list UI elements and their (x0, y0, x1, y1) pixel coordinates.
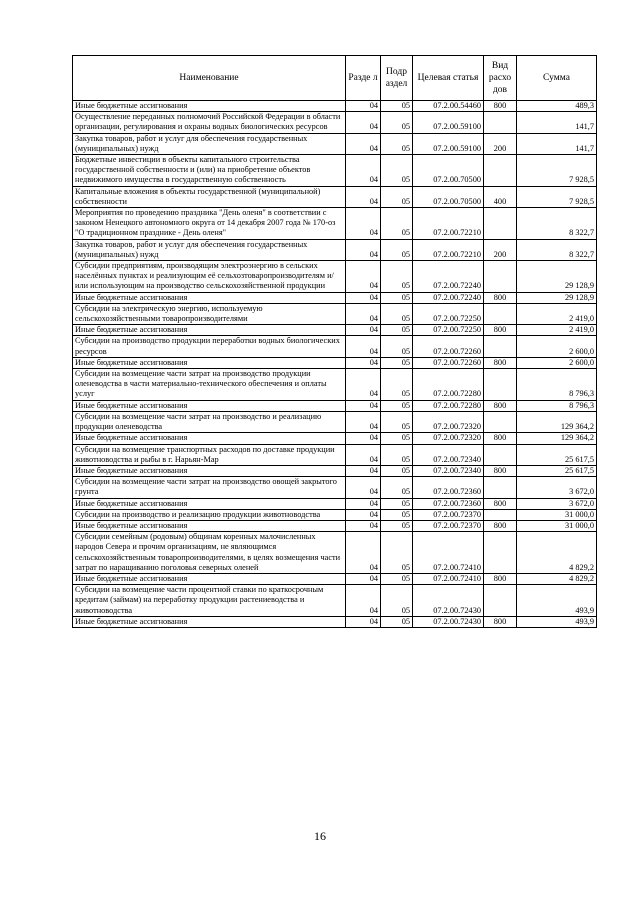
cell-name: Субсидии на возмещение части затрат на производство овощей закрытого грунта (73, 477, 346, 498)
cell-name: Субсидии на возмещение части процентной ставки по краткосрочным кредитам (займам) на переработку продукции растениеводства и животноводства (73, 585, 346, 617)
cell-sum: 25 617,5 (517, 444, 597, 465)
table-row (73, 400, 597, 411)
header-article: Целевая статья (413, 56, 484, 101)
cell-name: Иные бюджетные ассигнования (73, 325, 346, 336)
cell-expense-type: 800 (484, 292, 517, 303)
cell-subsection: 05 (381, 112, 413, 133)
cell-article: 07.2.00.72410 (413, 532, 484, 574)
cell-section: 04 (346, 520, 381, 531)
cell-name: Мероприятия по проведению праздника "День оленя" в соответствии с законом Ненецкого автономного округа от 14 декабря 2007 года № 170-оз "О традиционном празднике - День оленя" (73, 208, 346, 240)
cell-sum: 2 600,0 (517, 357, 597, 368)
cell-name: Субсидии на электрическую энергию, используемую сельскохозяйственными товаропроизводителями (73, 303, 346, 324)
cell-article: 07.2.00.72430 (413, 585, 484, 617)
cell-expense-type (484, 532, 517, 574)
cell-section: 04 (346, 433, 381, 444)
table-row (73, 325, 597, 336)
cell-article: 07.2.00.59100 (413, 133, 484, 154)
cell-subsection: 05 (381, 532, 413, 574)
cell-article: 07.2.00.72320 (413, 411, 484, 432)
cell-sum: 3 672,0 (517, 477, 597, 498)
cell-article: 07.2.00.72250 (413, 325, 484, 336)
cell-sum: 25 617,5 (517, 465, 597, 476)
cell-article: 07.2.00.70500 (413, 155, 484, 187)
cell-name: Субсидии на производство и реализацию продукции животноводства (73, 509, 346, 520)
cell-section: 04 (346, 292, 381, 303)
cell-sum: 8 322,7 (517, 208, 597, 240)
cell-subsection: 05 (381, 465, 413, 476)
cell-sum: 8 796,3 (517, 400, 597, 411)
cell-expense-type: 200 (484, 239, 517, 260)
cell-section: 04 (346, 303, 381, 324)
cell-section: 04 (346, 477, 381, 498)
cell-sum: 4 829,2 (517, 573, 597, 584)
cell-name: Субсидии на возмещение транспортных расходов по доставке продукции животноводства и рыбы в г. Нарьян-Мар (73, 444, 346, 465)
cell-expense-type: 800 (484, 520, 517, 531)
cell-sum: 8 796,3 (517, 369, 597, 401)
table-body (73, 101, 597, 628)
cell-expense-type: 800 (484, 400, 517, 411)
cell-name: Иные бюджетные ассигнования (73, 616, 346, 627)
cell-section: 04 (346, 101, 381, 112)
cell-section: 04 (346, 336, 381, 357)
cell-section: 04 (346, 325, 381, 336)
table-row (73, 101, 597, 112)
cell-name: Бюджетные инвестиции в объекты капитального строительства государственной собственности и (или) на приобретение объектов недвижимого имущества в государственную собственность (73, 155, 346, 187)
cell-subsection: 05 (381, 357, 413, 368)
cell-subsection: 05 (381, 155, 413, 187)
cell-name: Субсидии на возмещение части затрат на производство продукции оленеводства в части материально-технического обеспечения и оплаты услуг (73, 369, 346, 401)
cell-article: 07.2.00.72370 (413, 520, 484, 531)
cell-subsection: 05 (381, 477, 413, 498)
cell-subsection: 05 (381, 369, 413, 401)
cell-sum: 141,7 (517, 112, 597, 133)
table-row (73, 357, 597, 368)
cell-name: Капитальные вложения в объекты государственной (муниципальной) собственности (73, 186, 346, 207)
table-row (73, 261, 597, 293)
cell-name: Осуществление переданных полномочий Российской Федерации в области организации, регулирования и охраны водных биологических ресурсов (73, 112, 346, 133)
table-row (73, 239, 597, 260)
header-sum: Сумма (517, 56, 597, 101)
cell-name: Иные бюджетные ассигнования (73, 433, 346, 444)
cell-subsection: 05 (381, 336, 413, 357)
table-row (73, 112, 597, 133)
table-row (73, 465, 597, 476)
cell-section: 04 (346, 357, 381, 368)
table-row (73, 155, 597, 187)
table-row (73, 208, 597, 240)
cell-section: 04 (346, 411, 381, 432)
cell-sum: 8 322,7 (517, 239, 597, 260)
cell-expense-type (484, 155, 517, 187)
cell-expense-type (484, 477, 517, 498)
cell-name: Субсидии на производство продукции переработки водных биологических ресурсов (73, 336, 346, 357)
cell-expense-type (484, 208, 517, 240)
cell-article: 07.2.00.72280 (413, 369, 484, 401)
cell-subsection: 05 (381, 573, 413, 584)
cell-expense-type (484, 411, 517, 432)
cell-article: 07.2.00.72360 (413, 477, 484, 498)
cell-expense-type: 800 (484, 498, 517, 509)
cell-section: 04 (346, 400, 381, 411)
cell-article: 07.2.00.72240 (413, 292, 484, 303)
table-row (73, 444, 597, 465)
cell-subsection: 05 (381, 585, 413, 617)
cell-sum: 2 600,0 (517, 336, 597, 357)
cell-section: 04 (346, 573, 381, 584)
cell-article: 07.2.00.72430 (413, 616, 484, 627)
header-expense-type: Вид расхо дов (484, 56, 517, 101)
table-row (73, 477, 597, 498)
cell-article: 07.2.00.72320 (413, 433, 484, 444)
table-row (73, 509, 597, 520)
cell-section: 04 (346, 261, 381, 293)
cell-sum: 7 928,5 (517, 186, 597, 207)
cell-sum: 493,9 (517, 585, 597, 617)
cell-article: 07.2.00.72260 (413, 357, 484, 368)
table-row (73, 186, 597, 207)
cell-name: Иные бюджетные ассигнования (73, 357, 346, 368)
cell-section: 04 (346, 532, 381, 574)
cell-section: 04 (346, 498, 381, 509)
cell-name: Субсидии предприятиям, производящим электроэнергию в сельских населённых пунктах и реализующим её сельхозтоваропроизводителям и/или использующим на производство сельскохозяйственной продукции (73, 261, 346, 293)
cell-section: 04 (346, 585, 381, 617)
cell-subsection: 05 (381, 239, 413, 260)
cell-article: 07.2.00.70500 (413, 186, 484, 207)
cell-article: 07.2.00.72340 (413, 465, 484, 476)
cell-name: Субсидии на возмещение части затрат на производство и реализацию продукции оленеводства (73, 411, 346, 432)
table-row (73, 532, 597, 574)
cell-article: 07.2.00.72260 (413, 336, 484, 357)
cell-subsection: 05 (381, 133, 413, 154)
page-number: 16 (314, 829, 326, 843)
cell-section: 04 (346, 112, 381, 133)
table-row (73, 585, 597, 617)
cell-expense-type: 800 (484, 573, 517, 584)
cell-section: 04 (346, 186, 381, 207)
cell-expense-type (484, 303, 517, 324)
cell-section: 04 (346, 509, 381, 520)
table-header-row (73, 56, 597, 101)
table-row (73, 573, 597, 584)
cell-expense-type (484, 112, 517, 133)
cell-article: 07.2.00.59100 (413, 112, 484, 133)
cell-article: 07.2.00.72280 (413, 400, 484, 411)
cell-expense-type: 800 (484, 465, 517, 476)
table-row (73, 498, 597, 509)
cell-subsection: 05 (381, 101, 413, 112)
cell-expense-type (484, 509, 517, 520)
cell-expense-type (484, 336, 517, 357)
table-row (73, 292, 597, 303)
cell-subsection: 05 (381, 509, 413, 520)
cell-subsection: 05 (381, 303, 413, 324)
cell-expense-type: 800 (484, 433, 517, 444)
cell-expense-type: 800 (484, 616, 517, 627)
table-row (73, 411, 597, 432)
cell-article: 07.2.00.72250 (413, 303, 484, 324)
cell-subsection: 05 (381, 186, 413, 207)
cell-expense-type (484, 444, 517, 465)
cell-name: Закупка товаров, работ и услуг для обеспечения государственных (муниципальных) нужд (73, 239, 346, 260)
cell-sum: 7 928,5 (517, 155, 597, 187)
cell-article: 07.2.00.72240 (413, 261, 484, 293)
table-row (73, 336, 597, 357)
cell-section: 04 (346, 616, 381, 627)
table-row (73, 369, 597, 401)
cell-subsection: 05 (381, 444, 413, 465)
cell-article: 07.2.00.72360 (413, 498, 484, 509)
cell-article: 07.2.00.72210 (413, 239, 484, 260)
cell-section: 04 (346, 465, 381, 476)
cell-section: 04 (346, 208, 381, 240)
cell-name: Субсидии семейным (родовым) общинам коренных малочисленных народов Севера и прочим организациям, не являющимся сельскохозяйственным товаропроизводителями, в целях возмещения части затрат по наращиванию поголовья северных оленей (73, 532, 346, 574)
cell-name: Иные бюджетные ассигнования (73, 573, 346, 584)
cell-subsection: 05 (381, 325, 413, 336)
cell-name: Иные бюджетные ассигнования (73, 400, 346, 411)
cell-subsection: 05 (381, 292, 413, 303)
cell-section: 04 (346, 444, 381, 465)
cell-name: Иные бюджетные ассигнования (73, 498, 346, 509)
cell-article: 07.2.00.72410 (413, 573, 484, 584)
cell-subsection: 05 (381, 498, 413, 509)
cell-article: 07.2.00.54460 (413, 101, 484, 112)
cell-section: 04 (346, 155, 381, 187)
cell-name: Закупка товаров, работ и услуг для обеспечения государственных (муниципальных) нужд (73, 133, 346, 154)
cell-section: 04 (346, 133, 381, 154)
cell-sum: 129 364,2 (517, 433, 597, 444)
cell-subsection: 05 (381, 411, 413, 432)
cell-article: 07.2.00.72370 (413, 509, 484, 520)
cell-expense-type: 200 (484, 133, 517, 154)
cell-sum: 29 128,9 (517, 261, 597, 293)
cell-sum: 31 000,0 (517, 520, 597, 531)
cell-sum: 2 419,0 (517, 325, 597, 336)
cell-sum: 2 419,0 (517, 303, 597, 324)
cell-expense-type: 800 (484, 357, 517, 368)
cell-section: 04 (346, 239, 381, 260)
cell-sum: 493,9 (517, 616, 597, 627)
cell-expense-type: 400 (484, 186, 517, 207)
cell-subsection: 05 (381, 616, 413, 627)
header-name: Наименование (73, 56, 346, 101)
cell-sum: 29 128,9 (517, 292, 597, 303)
cell-sum: 4 829,2 (517, 532, 597, 574)
cell-sum: 3 672,0 (517, 498, 597, 509)
table-row (73, 303, 597, 324)
header-section: Разде л (346, 56, 381, 101)
header-subsection: Подр аздел (381, 56, 413, 101)
table-row (73, 520, 597, 531)
cell-expense-type: 800 (484, 101, 517, 112)
table-row (73, 433, 597, 444)
cell-name: Иные бюджетные ассигнования (73, 292, 346, 303)
cell-article: 07.2.00.72210 (413, 208, 484, 240)
cell-subsection: 05 (381, 520, 413, 531)
cell-expense-type (484, 261, 517, 293)
cell-sum: 141,7 (517, 133, 597, 154)
cell-subsection: 05 (381, 400, 413, 411)
cell-expense-type: 800 (484, 325, 517, 336)
cell-sum: 31 000,0 (517, 509, 597, 520)
cell-subsection: 05 (381, 261, 413, 293)
cell-subsection: 05 (381, 433, 413, 444)
budget-table (72, 55, 597, 628)
cell-name: Иные бюджетные ассигнования (73, 465, 346, 476)
table-row (73, 133, 597, 154)
cell-name: Иные бюджетные ассигнования (73, 520, 346, 531)
table-row (73, 616, 597, 627)
cell-sum: 489,3 (517, 101, 597, 112)
cell-expense-type (484, 369, 517, 401)
cell-article: 07.2.00.72340 (413, 444, 484, 465)
cell-expense-type (484, 585, 517, 617)
cell-subsection: 05 (381, 208, 413, 240)
cell-section: 04 (346, 369, 381, 401)
cell-name: Иные бюджетные ассигнования (73, 101, 346, 112)
cell-sum: 129 364,2 (517, 411, 597, 432)
